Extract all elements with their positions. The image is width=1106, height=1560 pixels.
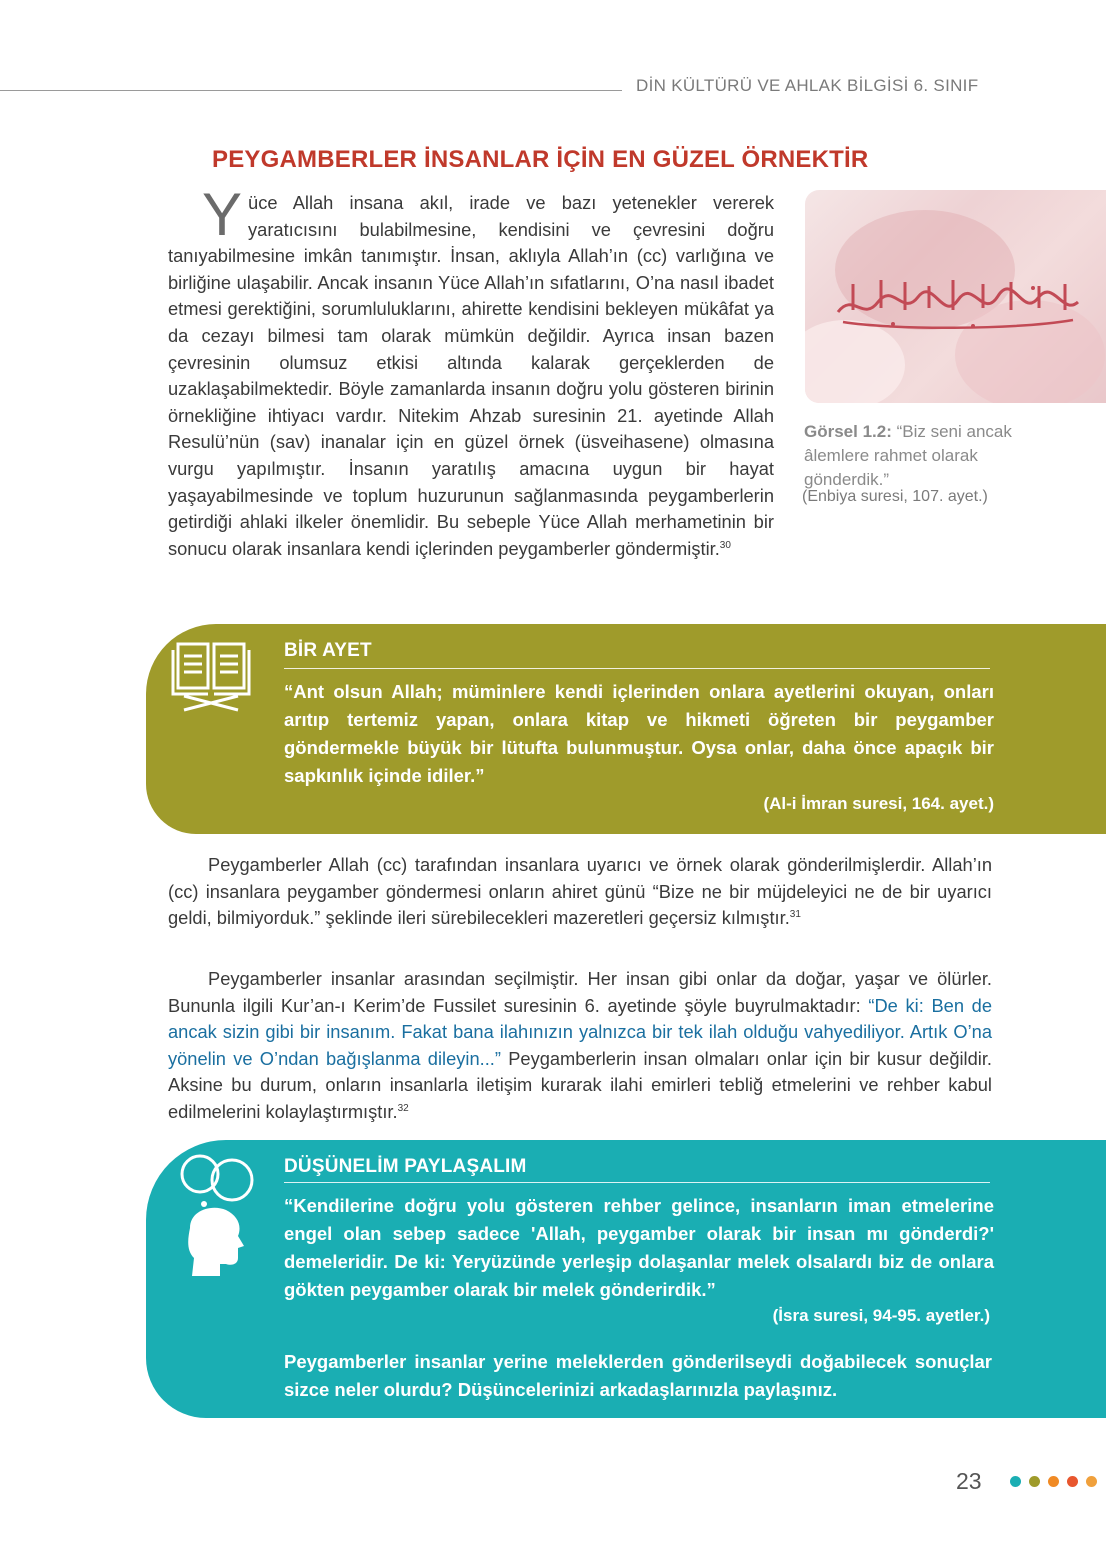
paragraph-2 [168,966,992,1126]
paragraph-1-text: Peygamberler Allah (cc) tarafından insanlara uyarıcı ve örnek olarak gönderilmişlerdir. Allah’ın (cc) insanlara peygamber göndermesi onların ahiret günü “Bize ne bir müjdeleyici ne de bir uyarıcı geldi, bilmiyorduk.” şeklinde ileri sürebilecekleri mazeretleri geçersiz kılmıştır. [168,854,992,929]
header-rule [0,90,622,91]
ayet-reference: (Al-i İmran suresi, 164. ayet.) [763,794,994,813]
ayet-rule [284,668,990,669]
dot-1 [1010,1476,1021,1487]
think-quote: “Kendilerine doğru yolu gösteren rehber gelince, insanların iman etmelerine engel olan sebep sadece 'Allah, peygamber olarak bir insan mı gönderdi?' demeleridir. De ki: Yeryüzünde yerleşip dolaşanlar melek olsalardı biz de onlara gökten peygamber olarak bir melek gönderirdik.” [284,1195,994,1300]
paragraph-2-text-before: Peygamberler insanlar arasından seçilmiştir. Her insan gibi onlar da doğar, yaşar ve ölürler. Bununla ilgili Kur’an-ı Kerim’de Fussilet suresinin 6. ayetinde şöyle buyrulmaktadır: [168,968,992,1016]
discussion-question: Peygamberler insanlar yerine meleklerden gönderilseydi doğabilecek sonuçlar sizce neler olurdu? Düşüncelerinizi arkadaşlarınızla paylaşınız. [284,1351,992,1400]
fussilet-quote: “De ki: Ben de ancak sizin gibi bir insanım. Fakat bana ilahınızın yalnızca bir tek ilah olduğu vahyediliyor. Artık O’na yönelin ve O’ndan bağışlanma dileyin...” [168,994,992,1069]
section-title: PEYGAMBERLER İNSANLAR İÇİN EN GÜZEL ÖRNEKTİR [212,146,869,173]
calligraphy-artwork [833,272,1083,332]
thinking-head-icon [176,1150,256,1280]
dot-3 [1048,1476,1059,1487]
header-title: DİN KÜLTÜRÜ VE AHLAK BİLGİSİ 6. SINIF [636,76,979,95]
paragraph-2-text-after: Peygamberlerin insan olmaları onlar için bir kusur değildir. Aksine bu durum, onların insanlarla iletişim kurarak ilahi emirleri tebliğ etmelerini ve rehber kabul edilmelerini kolaylaştırmıştır. [168,1047,993,1122]
intro-text: üce Allah insana akıl, irade ve bazı yetenekler vererek yaratıcısını bulabilmesine, kendisini ve çevresini doğru tanıyabilmesine imkân tanımıştır. İnsan, aklıyla Allah’ın (cc) varlığına ve birliğine ulaşabilir. Ancak insanın Yüce Allah’ın sıfatlarını, O’na nasıl ibadet etmesi gerektiğini, sorumluluklarını, ahirette kendisini bekleyen mükâfat ya da cezayı bilmesi tam olarak mümkün değildir. Ayrıca insan bazen çevresinin olumsuz etkisi altında kalarak gerçeklerden de uzaklaşabilmektedir. Böyle zamanlarda insanın doğru yolu gösteren birinin örnekliğine ihtiyacı vardır. Nitekim Ahzab suresinin 21. ayetinde Allah Resulü’nün (sav) inanalar için en güzel örnek (üsveihasene) olmasına vurgu yapılmıştır. İnsanın yaratılış amacına uygun bir hayat yaşayabilmesinde ve toplum huzurunun sağlanmasında peygamberlerin getirdiği ahlaki ilkeler önemlidir. Bu sebeple Yüce Allah merhametinin bir sonucu olarak insanlara kendi içlerinden peygamberler göndermiştir. [168,192,774,559]
figure-caption [804,420,1044,492]
dot-2 [1029,1476,1040,1487]
footnote-31: 31 [789,909,801,921]
dot-5 [1086,1476,1097,1487]
page-number: 23 [956,1468,982,1494]
decorative-dots [1010,1476,1097,1487]
footnote-32: 32 [397,1102,409,1114]
caption-text: “Biz seni ancak âlemlere rahmet olarak gönderdik.” [804,422,1012,489]
think-reference: (İsra suresi, 94-95. ayetler.) [772,1306,990,1325]
dot-4 [1067,1476,1078,1487]
ayet-quote: “Ant olsun Allah; müminlere kendi içlerinden onlara ayetlerini okuyan, onları arıtıp tertemiz yapan, onlara kitap ve hikmeti öğreten bir peygamber göndermekle büyük bir lütufta bulunmuştur. Oysa onlar, daha önce apaçık bir sapkınlık içinde idiler.” [284,681,994,786]
caption-label: Görsel 1.2: [804,422,892,441]
drop-cap: Y [202,181,243,248]
paragraph-1 [168,852,992,932]
ayet-label: BİR AYET [284,640,372,661]
think-rule [284,1182,990,1183]
calligraphy-image [805,190,1106,403]
footnote-30: 30 [719,539,731,551]
open-book-icon [170,636,252,712]
figure-source: (Enbiya suresi, 107. ayet.) [802,488,988,505]
think-label: DÜŞÜNELİM PAYLAŞALIM [284,1156,527,1177]
intro-paragraph [168,181,774,562]
